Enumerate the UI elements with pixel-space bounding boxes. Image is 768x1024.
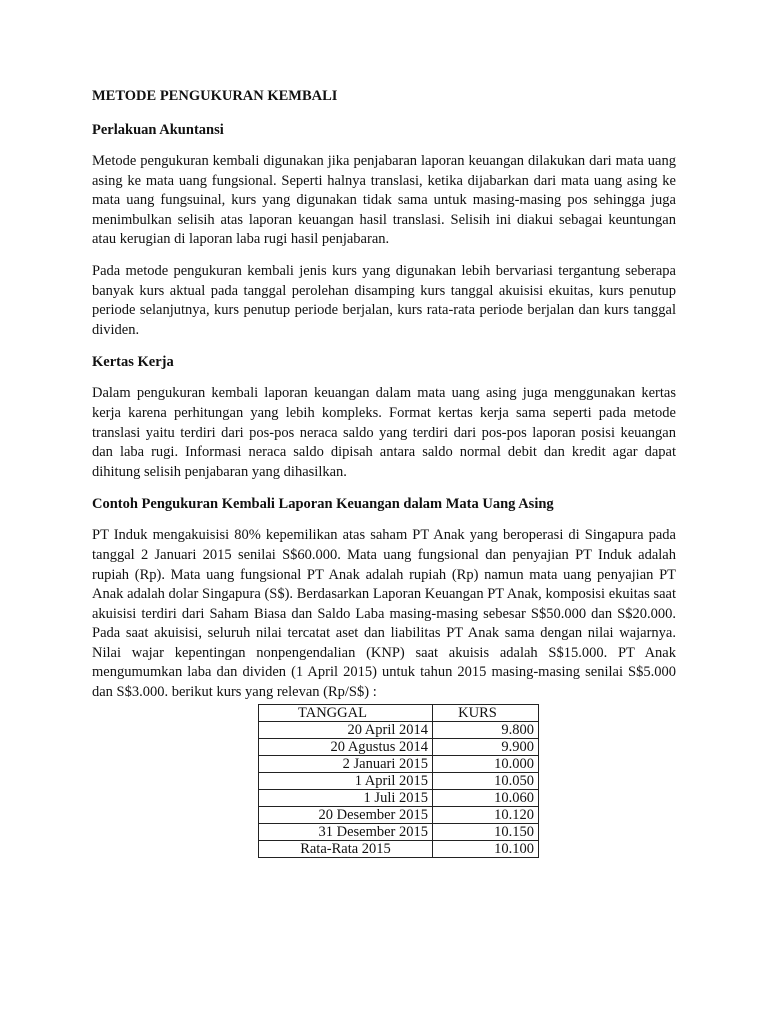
- cell-tanggal: 2 Januari 2015: [259, 756, 433, 773]
- cell-kurs: 10.000: [433, 756, 539, 773]
- paragraph: PT Induk mengakuisisi 80% kepemilikan atas saham PT Anak yang beroperasi di Singapura pada tanggal 2 Januari 2015 senilai S$60.000. Mata uang fungsional dan penyajian PT Induk adalah rupiah (Rp). Mata uang fungsional PT Anak adalah rupiah (Rp) namun mata uang penyajian PT Anak adalah dolar Singapura (S$). Berdasarkan Laporan Keuangan PT Anak, komposisi ekuitas saat akuisisi terdiri dari Saham Biasa dan Saldo Laba masing-masing sebesar S$50.000 dan S$20.000. Pada saat akuisisi, seluruh nilai tercatat aset dan liabilitas PT Anak sama dengan nilai wajarnya. Nilai wajar kepentingan nonpengendalian (KNP) saat akuisis adalah S$15.000. PT Anak mengumumkan laba dan dividen (1 April 2015) untuk tahun 2015 masing-masing senilai S$5.000 dan S$3.000. berikut kurs yang relevan (Rp/S$) :: [92, 527, 676, 701]
- table-row: [259, 756, 539, 773]
- table-row: [259, 773, 539, 790]
- cell-tanggal: Rata-Rata 2015: [259, 841, 433, 858]
- cell-kurs: 10.100: [433, 841, 539, 858]
- cell-kurs: 9.900: [433, 739, 539, 756]
- table-row: [259, 824, 539, 841]
- heading-kertas-kerja: Kertas Kerja: [92, 354, 174, 371]
- heading-perlakuan-akuntansi: Perlakuan Akuntansi: [92, 122, 224, 138]
- table-row: [259, 807, 539, 824]
- header-tanggal: TANGGAL: [259, 705, 433, 722]
- document-page: [92, 86, 676, 715]
- table-row: [259, 739, 539, 756]
- heading-contoh-pengukuran: Contoh Pengukuran Kembali Laporan Keuangan dalam Mata Uang Asing: [92, 496, 554, 513]
- cell-tanggal: 20 Agustus 2014: [259, 739, 433, 756]
- kurs-table-wrapper: [258, 704, 539, 858]
- cell-tanggal: 1 April 2015: [259, 773, 433, 790]
- cell-kurs: 9.800: [433, 722, 539, 739]
- table-row: [259, 722, 539, 739]
- table-row: [259, 841, 539, 858]
- cell-kurs: 10.120: [433, 807, 539, 824]
- cell-tanggal: 20 April 2014: [259, 722, 433, 739]
- paragraph: Pada metode pengukuran kembali jenis kurs yang digunakan lebih bervariasi tergantung seberapa banyak kurs aktual pada tanggal perolehan disamping kurs tanggal akuisisi ekuitas, kurs penutup periode selanjutnya, kurs penutup periode berjalan, kurs rata-rata periode berjalan dan kurs tanggal dividen.: [92, 262, 676, 338]
- kurs-table: [258, 704, 539, 858]
- paragraph: Metode pengukuran kembali digunakan jika penjabaran laporan keuangan dilakukan dari mata uang asing ke mata uang fungsional. Seperti halnya translasi, ketika dijabarkan dari mata uang asing ke mata uang fungsuinal, kurs yang digunakan tidak sama untuk masing-masing pos sehingga juga menimbulkan selisih atas laporan keuangan hasil translasi. Selisih ini diakui sebagai keuntungan atau kerugian di laporan laba rugi hasil penjabaran.: [92, 153, 676, 248]
- cell-kurs: 10.060: [433, 790, 539, 807]
- table-row: [259, 790, 539, 807]
- cell-tanggal: 20 Desember 2015: [259, 807, 433, 824]
- cell-kurs: 10.050: [433, 773, 539, 790]
- document-title: METODE PENGUKURAN KEMBALI: [92, 88, 338, 104]
- header-kurs: KURS: [433, 705, 539, 722]
- cell-tanggal: 31 Desember 2015: [259, 824, 433, 841]
- cell-kurs: 10.150: [433, 824, 539, 841]
- cell-tanggal: 1 Juli 2015: [259, 790, 433, 807]
- table-header-row: [259, 705, 539, 722]
- paragraph: Dalam pengukuran kembali laporan keuangan dalam mata uang asing juga menggunakan kertas kerja karena perhitungan yang lebih kompleks. Format kertas kerja sama seperti pada metode translasi yaitu terdiri dari pos-pos neraca saldo yang terdiri dari pos-pos laporan posisi keuangan dan laba rugi. Informasi neraca saldo dipisah antara saldo normal debit dan kredit agar dapat dihitung selisih penjabaran yang dihasilkan.: [92, 385, 676, 480]
